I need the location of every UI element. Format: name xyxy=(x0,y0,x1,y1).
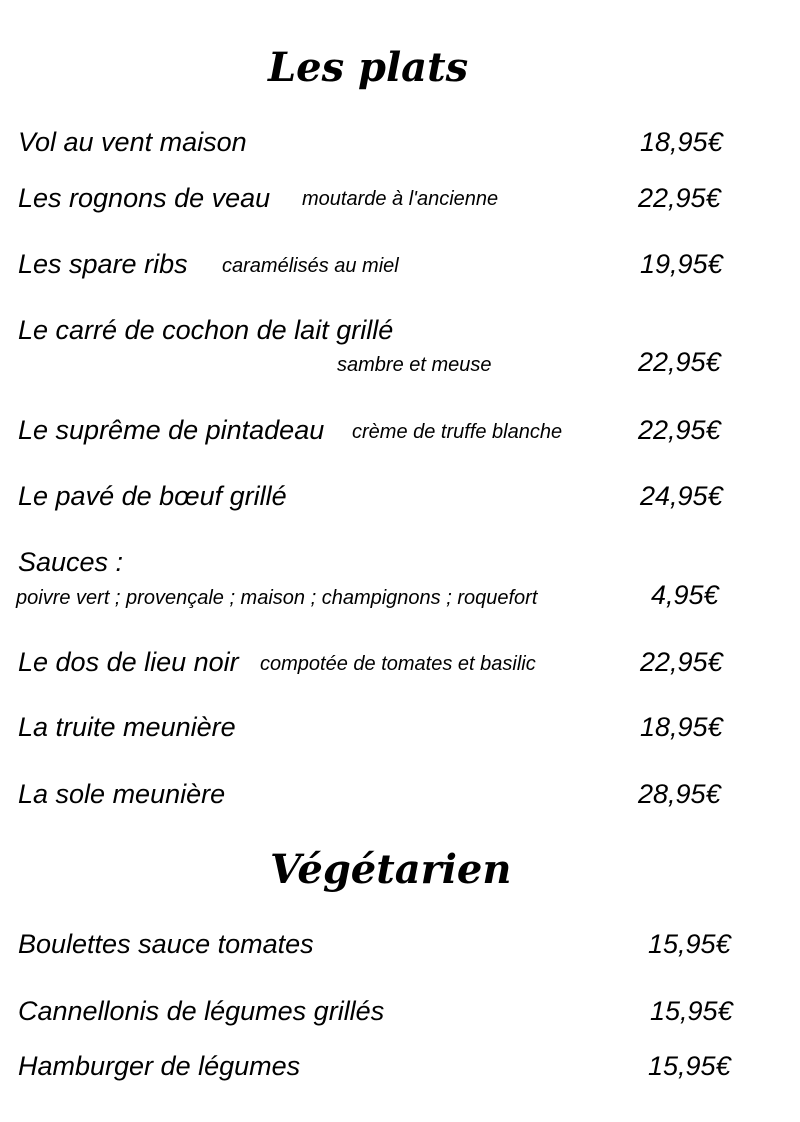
dish-price: 22,95€ xyxy=(638,415,721,445)
dish-name: Hamburger de légumes xyxy=(18,1051,301,1081)
dish-price: 15,95€ xyxy=(650,996,733,1026)
dish-name: Le carré de cochon de lait grillé xyxy=(18,315,394,345)
dish-name: Les spare ribs xyxy=(18,249,188,279)
dish-description: sambre et meuse xyxy=(337,354,492,376)
dish-price: 19,95€ xyxy=(640,249,723,279)
dish-name: Vol au vent maison xyxy=(18,127,247,157)
dish-name: Les rognons de veau xyxy=(18,183,271,213)
dish-name: Cannellonis de légumes grillés xyxy=(18,996,385,1026)
dish-description: moutarde à l'ancienne xyxy=(302,188,499,210)
dish-price: 22,95€ xyxy=(640,647,723,677)
section-title-plats: Les plats xyxy=(268,44,469,91)
section-title-vegetarien: Végétarien xyxy=(270,846,512,893)
dish-price: 18,95€ xyxy=(640,127,723,157)
dish-name: La sole meunière xyxy=(18,779,226,809)
dish-name: La truite meunière xyxy=(18,712,236,742)
dish-description: crème de truffe blanche xyxy=(352,421,563,443)
dish-price: 24,95€ xyxy=(640,481,723,511)
dish-price: 4,95€ xyxy=(651,580,719,610)
dish-price: 22,95€ xyxy=(638,183,721,213)
dish-description: caramélisés au miel xyxy=(222,255,399,277)
sauces-label: Sauces : xyxy=(18,547,124,577)
dish-price: 15,95€ xyxy=(648,1051,731,1081)
dish-name: Boulettes sauce tomates xyxy=(18,929,314,959)
dish-price: 18,95€ xyxy=(640,712,723,742)
dish-price: 28,95€ xyxy=(638,779,721,809)
dish-price: 15,95€ xyxy=(648,929,731,959)
dish-description: compotée de tomates et basilic xyxy=(260,653,536,675)
dish-name: Le pavé de bœuf grillé xyxy=(18,481,287,511)
dish-name: Le dos de lieu noir xyxy=(18,647,239,677)
sauces-list: poivre vert ; provençale ; maison ; champignons ; roquefort xyxy=(16,587,538,609)
dish-name: Le suprême de pintadeau xyxy=(18,415,325,445)
dish-price: 22,95€ xyxy=(638,347,721,377)
